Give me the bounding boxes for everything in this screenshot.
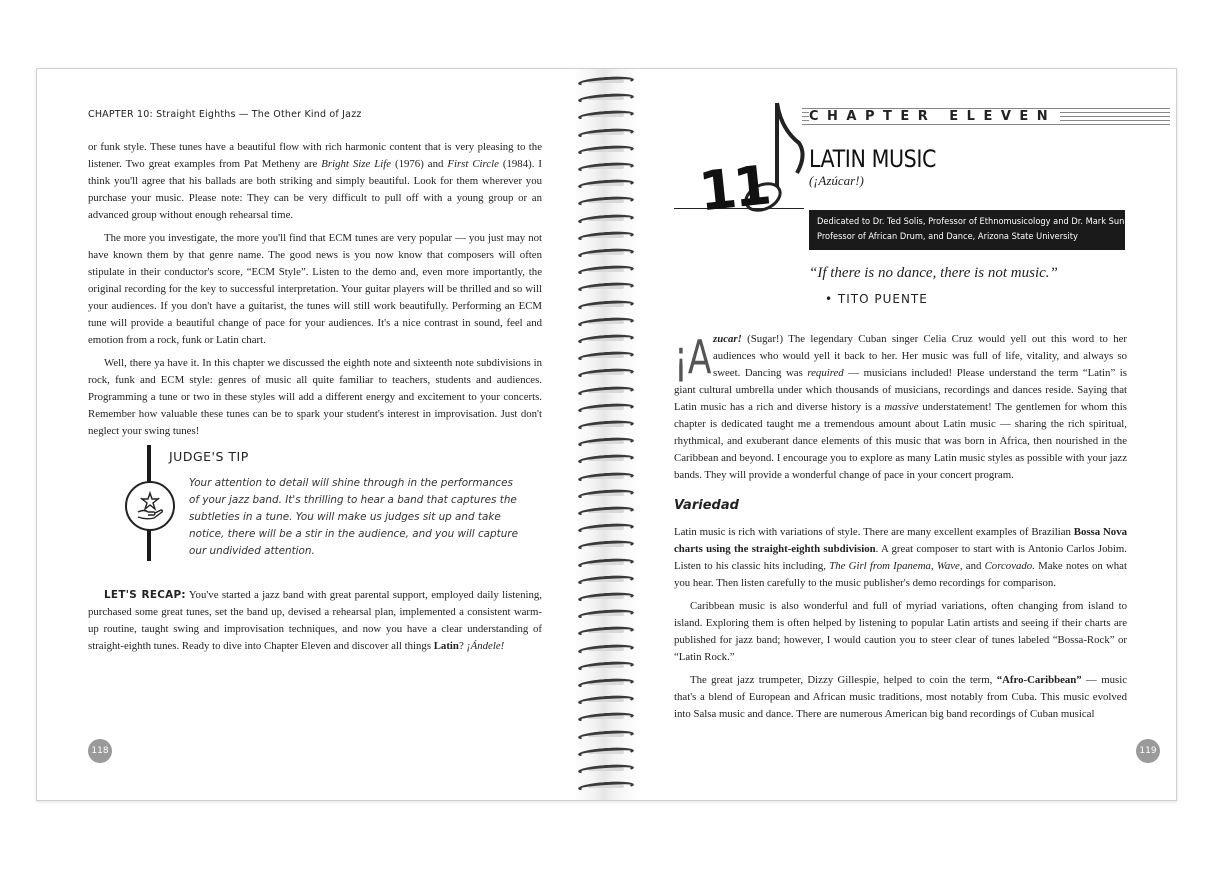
tip-title: JUDGE'S TIP [169, 449, 249, 464]
spiral-coil [578, 748, 634, 757]
chapter-label: CHAPTER ELEVEN [809, 109, 1060, 124]
text-run: You've started a jazz band with great parental support, employed daily listening, purchased some great tunes, set the band up, devised a rehearsal plan, implemented a consistent warm-up routine, taught swing and improvisation techniques, and now you have a clear understanding of straight-eighth tunes. Ready to dive into Chapter Eleven and discover all things [88, 589, 542, 652]
section-heading: Variedad [674, 498, 739, 513]
page-number: 119 [1136, 739, 1160, 763]
spiral-coil [578, 301, 634, 310]
text-run: understatement! The gentlemen for whom this chapter is dedicated taught me a tremendous amount about Latin music — sharing the rich spiritual, rhythmical, and exuberant dance elements of this music that was born in Africa, then nourished in the Caribbean and beyond. I encourage you to explore as many Latin music styles as possible with your jazz bands. They will provide a wonderful change of pace in your concert program. [674, 401, 1127, 481]
epigraph-quote: “If there is no dance, there is not music.” [809, 265, 1058, 281]
text-run-italic: massive [884, 401, 919, 413]
spiral-coil [578, 215, 634, 224]
spiral-coil [578, 404, 634, 413]
text-run-bold: “Afro-Caribbean” [996, 674, 1082, 686]
left-body [88, 139, 542, 446]
paragraph: The more you investigate, the more you'll find that ECM tunes are very popular — you just may not have known them by that genre name. The good news is you now know that composers will often stipulate in their conductor's score, “ECM Style”. Listen to the demo and, even more importantly, the original recording for the key to successful interpretation. Your guitar players will be thrilled and so will your audiences. If you don't have a guitarist, the tunes will still work beautifully. Performing an ECM tune will provide a beautiful change of pace for your audiences. It's a nice contrast in sound, feel and emotion from a rock, funk or Latin chart. [88, 232, 542, 346]
spiral-coil [578, 765, 634, 774]
spiral-coil [578, 163, 634, 172]
spiral-binding [574, 69, 638, 800]
tip-text-line: Your attention to detail will shine through in the performances [189, 477, 513, 489]
spiral-coil [578, 713, 634, 722]
right-page [637, 69, 1176, 800]
paragraph [674, 331, 1127, 484]
left-page [37, 69, 577, 800]
spiral-coil [578, 438, 634, 447]
dedication-line: Dedicated to Dr. Ted Solis, Professor of Ethnomusicology and Dr. Mark Sunkett, [817, 216, 1144, 227]
text-run: , [930, 560, 937, 572]
spiral-coil [578, 369, 634, 378]
spiral-coil [578, 129, 634, 138]
text-run: — music that's a blend of European and African music traditions, most notably from Cuba. This music evolved into Salsa music and dance. There are numerous American big band recordings of Cuban musical [674, 674, 1127, 720]
spiral-coil [578, 576, 634, 585]
spiral-coil [578, 387, 634, 396]
text-run-bold-italic: zucar! [713, 333, 742, 345]
spiral-coil [578, 335, 634, 344]
chapter-number: 11 [695, 153, 772, 224]
text-run: Latin music is rich with variations of style. There are many excellent examples of Brazilian [674, 526, 1074, 538]
text-run-italic: required [807, 367, 844, 379]
spiral-coil [578, 318, 634, 327]
spiral-coil [578, 421, 634, 430]
spiral-coil [578, 94, 634, 103]
spiral-coil [578, 146, 634, 155]
dedication-line: Professor of African Drum, and Dance, Arizona State University [817, 231, 1078, 242]
spiral-coil [578, 731, 634, 740]
spiral-coil [578, 610, 634, 619]
album-title: First Circle [447, 158, 499, 170]
page-number: 118 [88, 739, 112, 763]
text-run-italic: ¡Ándele! [466, 640, 505, 652]
paragraph: Well, there ya have it. In this chapter we discussed the eighth note and sixteenth note subdivisions in rock, funk and ECM style: genres of music all quite familiar to teachers, students and audiences. Programming a tune or two in these styles will add a different energy and excitement to your concerts. Remember how valuable these tunes can be to spark your student's interest in improvisation. Just don't neglect your swing tunes! [88, 357, 542, 437]
text-run: — musicians included! Please understand the term “Latin” is giant cultural umbrella under which thousands of musicians, recordings and dances reside. Saying that Latin music has a rich and diverse history is a [674, 367, 1127, 413]
spiral-coil [578, 197, 634, 206]
spiral-coil [578, 490, 634, 499]
spiral-coil [578, 524, 634, 533]
text-run: Make notes on what you hear. Then listen carefully to the music publisher's demo recordings for comparison. [674, 560, 1127, 589]
spiral-coil [578, 645, 634, 654]
spiral-coil [578, 696, 634, 705]
text-run-bold: Bossa Nova charts using the straight-eighth subdivision [674, 526, 1128, 555]
spiral-coil [578, 111, 634, 120]
drop-cap: ¡A [674, 330, 712, 384]
paragraph [88, 139, 542, 224]
spiral-coil [578, 180, 634, 189]
spiral-coil [578, 455, 634, 464]
chapter-subtitle: (¡Azúcar!) [809, 173, 864, 188]
text-run: The great jazz trumpeter, Dizzy Gillespie, helped to coin the term, [690, 674, 997, 686]
text-run-italic: Wave, [936, 560, 963, 572]
paragraph [674, 672, 1127, 723]
text-run-italic: The Girl from Ipanema [829, 560, 931, 572]
text-run-bold: Latin [433, 640, 459, 652]
right-intro [674, 331, 1127, 490]
recap-paragraph [88, 587, 542, 655]
open-book [36, 68, 1177, 801]
text-run: (1976) and [391, 158, 448, 170]
spiral-coil [578, 249, 634, 258]
text-run: ? [458, 640, 467, 652]
album-title: Bright Size Life [321, 158, 392, 170]
right-body [674, 524, 1127, 729]
spiral-coil [578, 627, 634, 636]
spiral-coil [578, 541, 634, 550]
text-run: and [962, 560, 985, 572]
tip-text [169, 475, 534, 560]
text-run: (Sugar!) The legendary Cuban singer Celia Cruz would yell out this word to her audiences who would yell it back to her. Her music was full of life, vitality, and always so sweet. Dancing was [713, 333, 1127, 379]
spiral-coil [578, 559, 634, 568]
hand-with-star-icon [125, 481, 175, 531]
spiral-coil [578, 266, 634, 275]
text-run-italic: Corcovado. [984, 560, 1035, 572]
spiral-coil [578, 77, 634, 86]
tip-text-rest: of your jazz band. It's thrilling to hear a band that captures the subtleties in a tune. You will make us judges sit up and take notice, there will be a stir in the audience, and you will capture our undivided attention. [189, 494, 518, 557]
recap-label: LET'S RECAP: [104, 589, 186, 601]
spiral-coil [578, 232, 634, 241]
paragraph [674, 524, 1127, 592]
text-run: or funk style. These tunes have a beautiful flow with rich harmonic content that is very pleasing to the listener. Two great examples from Pat Metheny are [88, 141, 542, 170]
epigraph-attribution: • TITO PUENTE [825, 292, 928, 306]
spiral-coil [578, 352, 634, 361]
text-run: . A great composer to start with is Antonio Carlos Jobim. Listen to his classic hits including, [674, 543, 1127, 572]
spiral-coil [578, 283, 634, 292]
running-head: CHAPTER 10: Straight Eighths — The Other Kind of Jazz [88, 109, 362, 120]
spiral-coil [578, 679, 634, 688]
chapter-title: LATIN MUSIC [809, 145, 936, 173]
text-run: (1984). I think you'll agree that his ballads are both striking and simply beautiful. Look for them wherever you purchase your music. Please note: They can be very difficult to pull off with a young group or an advanced group without enough rehearsal time. [88, 158, 542, 221]
spiral-coil [578, 782, 634, 791]
spiral-coil [578, 473, 634, 482]
spiral-coil [578, 662, 634, 671]
paragraph: Caribbean music is also wonderful and full of myriad variations, often changing from island to island. Exploring them is often helped by listening to popular Latin artists and seeing if their charts are published for jazz band; however, I would caution you to steer clear of tunes labeled “Bossa-Rock” or “Latin Rock.” [674, 600, 1127, 663]
spiral-coil [578, 507, 634, 516]
judges-tip-box [125, 445, 535, 561]
dedication-box [809, 210, 1144, 250]
spiral-coil [578, 593, 634, 602]
